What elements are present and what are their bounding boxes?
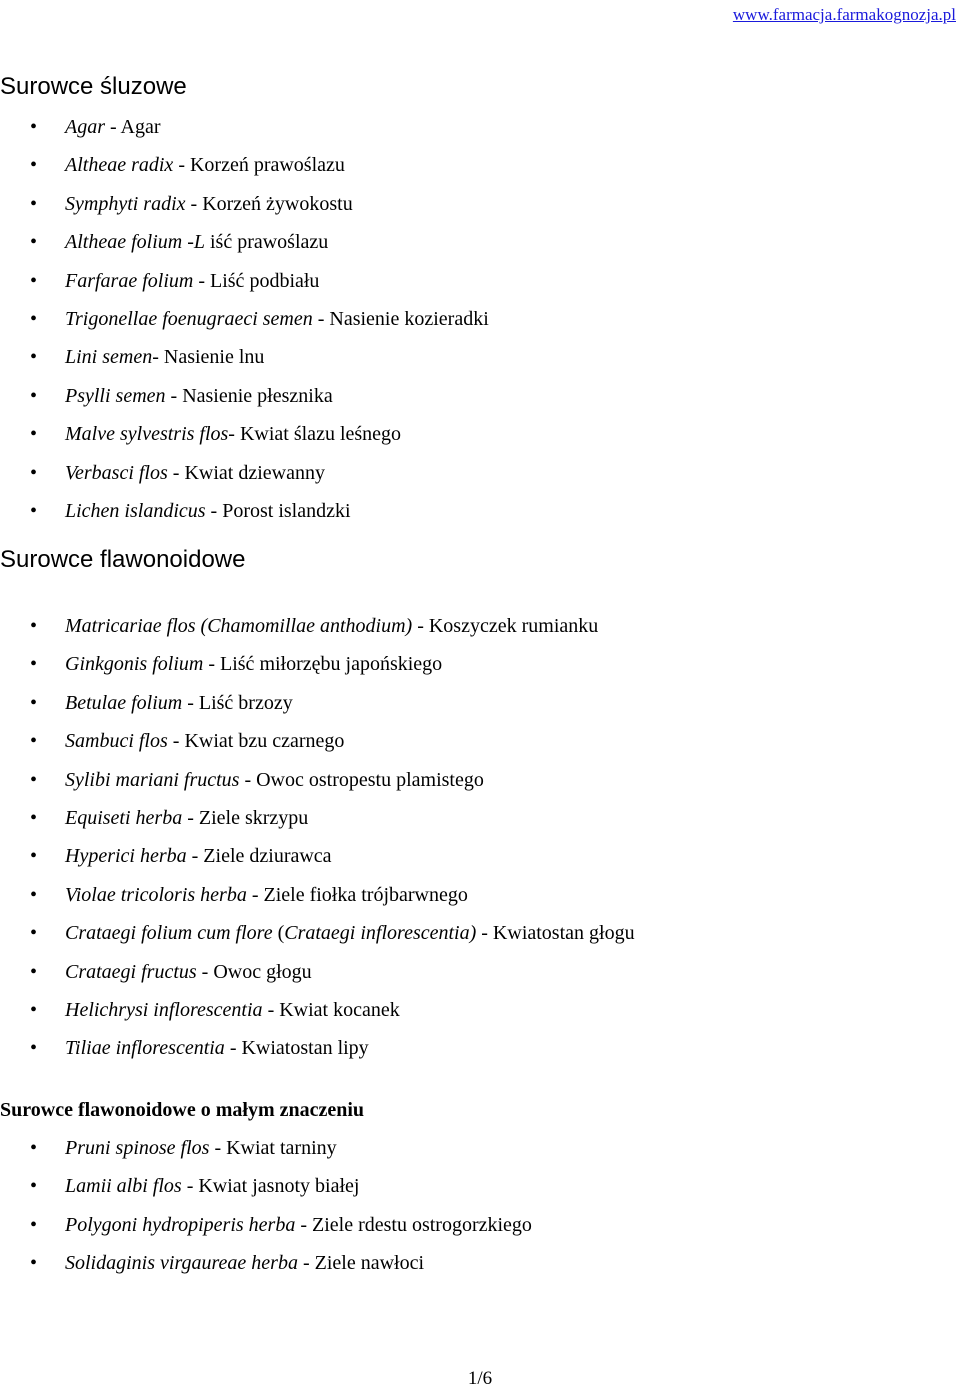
list-item: • Violae tricoloris herba - Ziele fiołka trójbarwnego: [0, 882, 635, 920]
list-item: • Solidaginis virgaureae herba - Ziele nawłoci: [0, 1250, 532, 1288]
list-item: • Polygoni hydropiperis herba - Ziele rdestu ostrogorzkiego: [0, 1212, 532, 1250]
list-item: • Lamii albi flos - Kwiat jasnoty białej: [0, 1173, 532, 1211]
list-item: • Ginkgonis folium - Liść miłorzębu japońskiego: [0, 651, 635, 689]
list-item: • Crataegi fructus - Owoc głogu: [0, 959, 635, 997]
list-item: • Crataegi folium cum flore (Crataegi inflorescentia) - Kwiatostan głogu: [0, 920, 635, 958]
list-item: • Trigonellae foenugraeci semen - Nasienie kozieradki: [0, 306, 489, 344]
list-item: • Psylli semen - Nasienie płesznika: [0, 383, 489, 421]
section-title-flavonoid: Surowce flawonoidowe: [0, 546, 246, 573]
site-link[interactable]: www.farmacja.farmakognozja.pl: [732, 5, 956, 24]
list-item: • Matricariae flos (Chamomillae anthodium) - Koszyczek rumianku: [0, 613, 635, 651]
list-minor-flavonoid: [0, 1135, 532, 1289]
list-item: • Verbasci flos - Kwiat dziewanny: [0, 460, 489, 498]
section-title-minor-flavonoid: Surowce flawonoidowe o małym znaczeniu: [0, 1099, 365, 1121]
list-mucilage: [0, 114, 489, 536]
list-flavonoid: [0, 613, 635, 1074]
list-item: • Betulae folium - Liść brzozy: [0, 690, 635, 728]
list-item: • Sambuci flos - Kwiat bzu czarnego: [0, 728, 635, 766]
list-item: • Pruni spinose flos - Kwiat tarniny: [0, 1135, 532, 1173]
list-item: • Sylibi mariani fructus - Owoc ostropestu plamistego: [0, 767, 635, 805]
list-item: • Hyperici herba - Ziele dziurawca: [0, 843, 635, 881]
list-item: • Malve sylvestris flos- Kwiat ślazu leśnego: [0, 421, 489, 459]
list-item: • Symphyti radix - Korzeń żywokostu: [0, 191, 489, 229]
list-item: • Lini semen- Nasienie lnu: [0, 344, 489, 382]
page-number: 1/6: [467, 1368, 493, 1389]
list-item: • Farfarae folium - Liść podbiału: [0, 268, 489, 306]
list-item: • Helichrysi inflorescentia - Kwiat kocanek: [0, 997, 635, 1035]
list-item: • Equiseti herba - Ziele skrzypu: [0, 805, 635, 843]
list-item: • Altheae folium -L iść prawoślazu: [0, 229, 489, 267]
list-item: • Agar - Agar: [0, 114, 489, 152]
list-item: • Altheae radix - Korzeń prawoślazu: [0, 152, 489, 190]
section-title-mucilage: Surowce śluzowe: [0, 73, 187, 100]
list-item: • Lichen islandicus - Porost islandzki: [0, 498, 489, 536]
list-item: • Tiliae inflorescentia - Kwiatostan lipy: [0, 1035, 635, 1073]
